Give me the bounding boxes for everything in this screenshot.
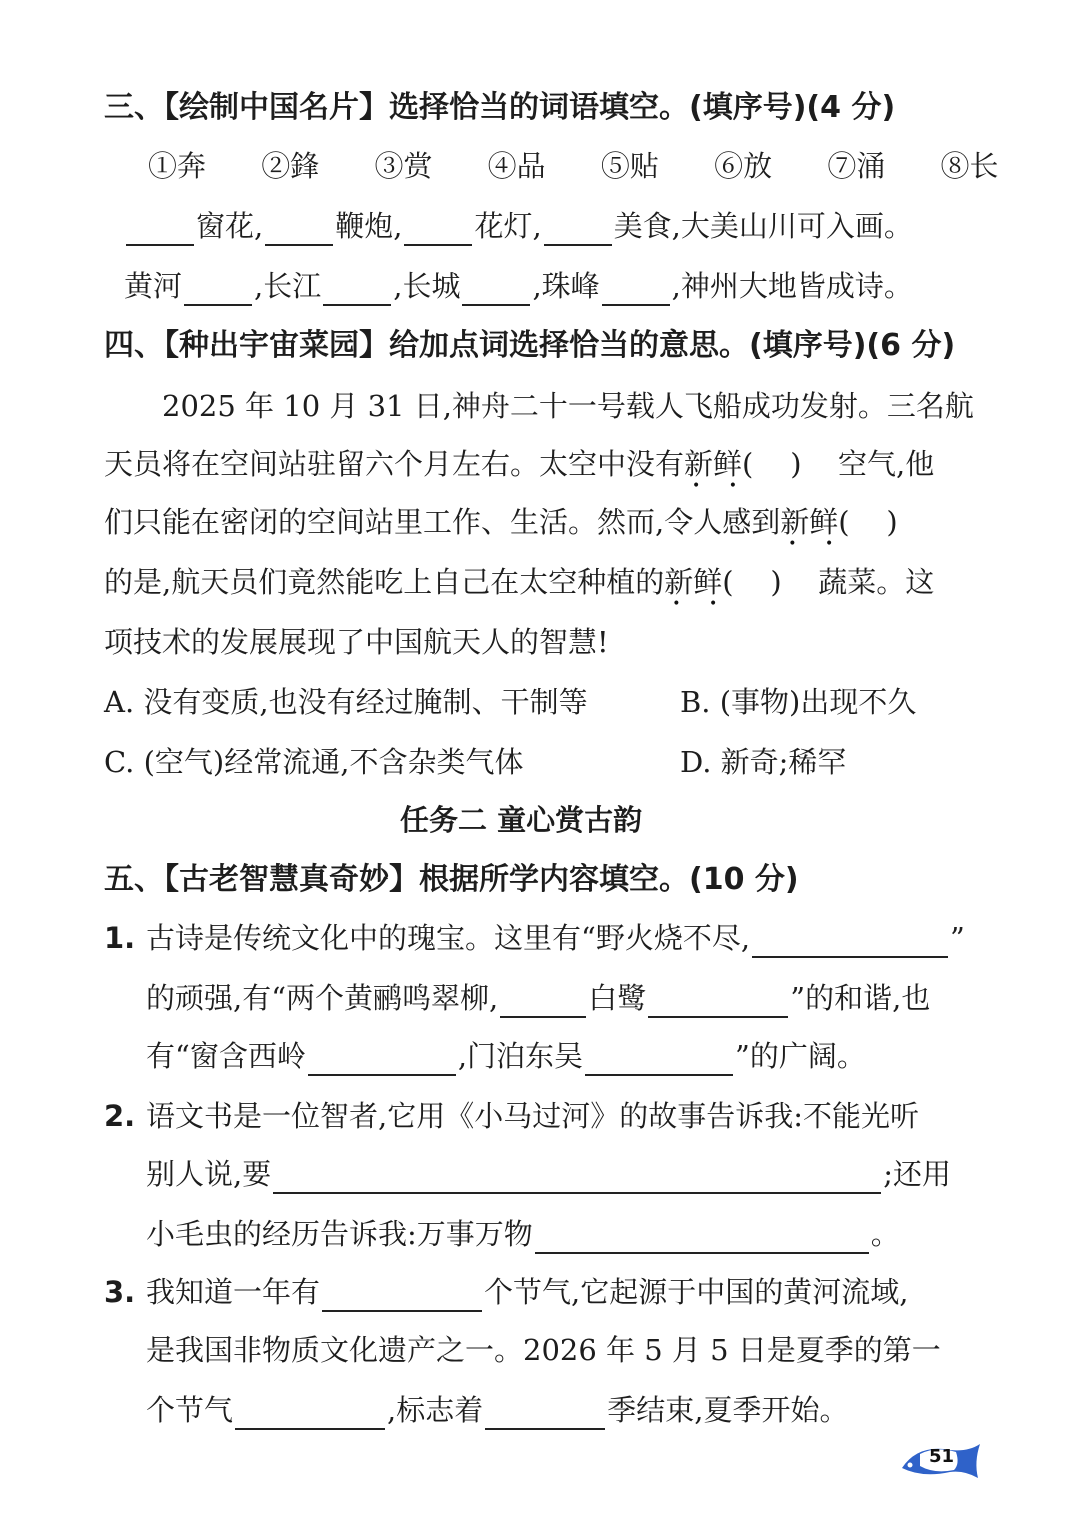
fill-text: 美食,大美山川可入画。	[613, 209, 913, 243]
answer-blank[interactable]	[485, 1394, 605, 1430]
passage-line-2	[104, 444, 934, 484]
option-2: ②鋒	[261, 149, 320, 183]
answer-blank[interactable]	[602, 270, 670, 306]
question-text: ,标志着	[387, 1393, 484, 1427]
answer-blank[interactable]	[322, 1276, 482, 1312]
task-title: 任务二 童心赏古韵	[400, 803, 643, 837]
question-text: 的顽强,有“两个黄鹂鸣翠柳,	[146, 981, 499, 1015]
question-number: 2.	[104, 1099, 136, 1133]
choice-a: A. 没有变质,也没有经过腌制、干制等	[104, 685, 588, 719]
question-text: ”的和谐,也	[790, 981, 931, 1015]
question-text: 别人说,要	[146, 1157, 272, 1191]
passage-text: 空气,他	[838, 447, 935, 481]
q2-line-3	[146, 1214, 900, 1254]
answer-blank[interactable]	[752, 922, 948, 958]
passage-text: 蔬菜。这	[818, 565, 935, 599]
section-3-line-2	[124, 266, 913, 306]
choice-b: B. (事物)出现不久	[680, 685, 917, 719]
question-text: ”的广阔。	[735, 1039, 866, 1073]
option-8: ⑧长	[940, 149, 999, 183]
fill-text: ,长城	[393, 269, 461, 303]
dotted-word: 新鲜 • •	[664, 562, 722, 602]
question-text: 有“窗含西岭	[146, 1039, 306, 1073]
answer-blank[interactable]	[404, 210, 472, 246]
option-6: ⑥放	[714, 149, 773, 183]
question-text: 白鹭	[588, 981, 647, 1015]
question-number: 3.	[104, 1275, 136, 1309]
fill-text: ,长江	[254, 269, 322, 303]
answer-blank[interactable]	[235, 1394, 385, 1430]
passage-text: 们只能在密闭的空间站里工作、生活。然而,令人感到	[104, 505, 781, 539]
q3-line-1	[146, 1272, 908, 1312]
answer-blank[interactable]	[648, 982, 788, 1018]
option-3: ③赏	[374, 149, 433, 183]
answer-blank[interactable]	[126, 210, 194, 246]
section-5-heading: 五、【古老智慧真奇妙】根据所学内容填空。(10 分)	[104, 862, 799, 897]
q3-line-2: 是我国非物质文化遗产之一。2026 年 5 月 5 日是夏季的第一	[146, 1333, 941, 1367]
question-text: 季结束,夏季开始。	[607, 1393, 849, 1427]
passage-line-4	[104, 562, 934, 602]
answer-blank[interactable]	[462, 270, 530, 306]
fill-text: ,珠峰	[532, 269, 600, 303]
question-text: 个节气,它起源于中国的黄河流域,	[484, 1275, 909, 1309]
q1-line-1	[146, 918, 965, 958]
q2-line-2	[146, 1154, 951, 1194]
section-3-line-1	[124, 206, 913, 246]
answer-blank[interactable]	[544, 210, 612, 246]
option-1: ①奔	[148, 149, 207, 183]
answer-blank[interactable]	[308, 1040, 456, 1076]
fill-text: ,神州大地皆成诗。	[671, 269, 913, 303]
answer-blank[interactable]	[500, 982, 586, 1018]
question-text: 古诗是传统文化中的瑰宝。这里有“野火烧不尽,	[146, 921, 751, 955]
passage-line-5: 项技术的发展展现了中国航天人的智慧!	[104, 625, 609, 659]
question-text: ”	[950, 921, 965, 955]
option-5: ⑤贴	[600, 149, 659, 183]
fill-text: 鞭炮,	[335, 209, 403, 243]
question-number: 1.	[104, 921, 136, 955]
dotted-word: 新鲜 • •	[780, 502, 838, 542]
choice-c: C. (空气)经常流通,不含杂类气体	[104, 745, 524, 779]
passage-text: 天员将在空间站驻留六个月左右。太空中没有	[104, 447, 685, 481]
fill-text: 窗花,	[196, 209, 264, 243]
option-7: ⑦涌	[827, 149, 886, 183]
section-4-heading: 四、【种出宇宙菜园】给加点词选择恰当的意思。(填序号)(6 分)	[104, 328, 956, 363]
question-text: 小毛虫的经历告诉我:万事万物	[146, 1217, 533, 1251]
q2-line-1: 语文书是一位智者,它用《小马过河》的故事告诉我:不能光听	[146, 1099, 919, 1133]
question-text: ,门泊东吴	[457, 1039, 584, 1073]
question-text: 我知道一年有	[146, 1275, 321, 1309]
passage-line-3	[104, 502, 934, 542]
option-4: ④品	[487, 149, 546, 183]
q1-line-2	[146, 978, 930, 1018]
answer-blank[interactable]	[184, 270, 252, 306]
answer-parentheses[interactable]: ( )	[722, 565, 782, 599]
question-text: ;还用	[883, 1157, 951, 1191]
q3-line-3	[146, 1390, 848, 1430]
answer-blank[interactable]	[585, 1040, 733, 1076]
choice-d: D. 新奇;稀罕	[680, 745, 847, 779]
page-number: 51	[929, 1446, 955, 1467]
section-3-heading: 三、【绘制中国名片】选择恰当的词语填空。(填序号)(4 分)	[104, 90, 896, 125]
answer-parentheses[interactable]: ( )	[838, 505, 898, 539]
answer-parentheses[interactable]: ( )	[742, 447, 802, 481]
passage-line-1: 2025 年 10 月 31 日,神舟二十一号载人飞船成功发射。三名航	[162, 389, 974, 423]
q1-line-3	[146, 1036, 866, 1076]
dotted-word: 新鲜 • •	[684, 444, 742, 484]
word-options	[148, 146, 999, 186]
question-text: 个节气	[146, 1393, 234, 1427]
answer-blank[interactable]	[323, 270, 391, 306]
question-text: 。	[870, 1217, 900, 1251]
answer-blank[interactable]	[265, 210, 333, 246]
page-number-badge	[898, 1438, 982, 1484]
answer-blank[interactable]	[535, 1218, 869, 1254]
answer-blank[interactable]	[273, 1158, 881, 1194]
fill-text: 花灯,	[474, 209, 542, 243]
passage-text: 的是,航天员们竟然能吃上自己在太空种植的	[104, 565, 665, 599]
fill-text: 黄河	[124, 269, 183, 303]
